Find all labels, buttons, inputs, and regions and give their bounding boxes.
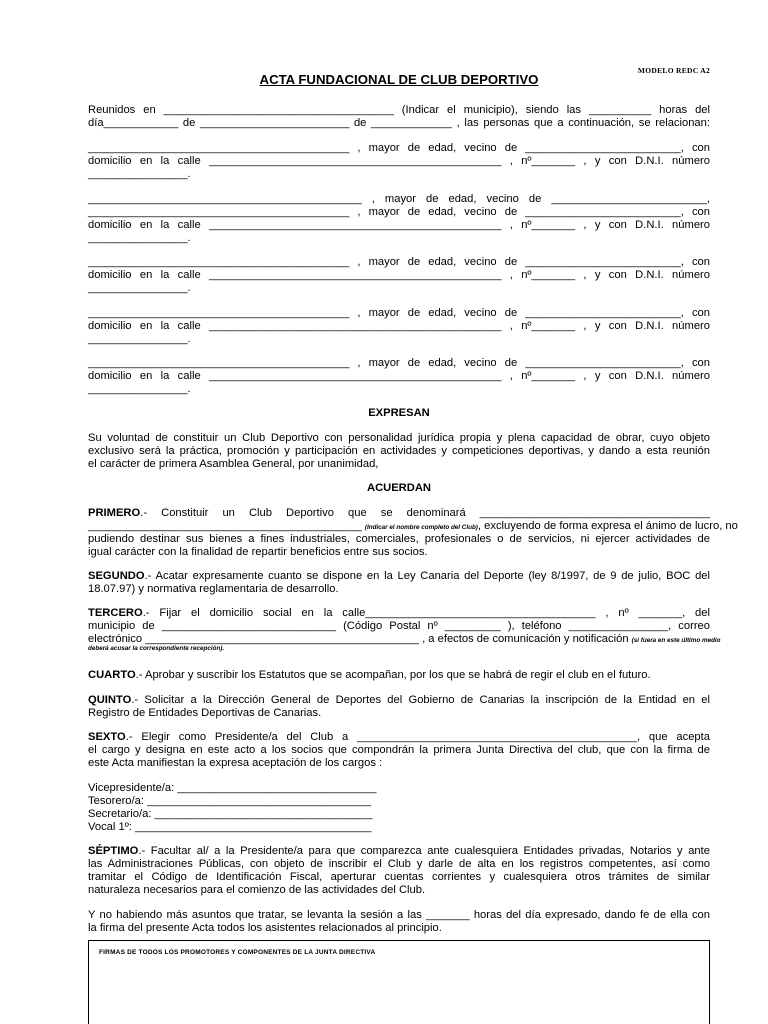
model-code: MODELO REDC A2 bbox=[637, 66, 710, 75]
person-line: domicilio en la calle _______________________________________________ , nº_______ , y con D.N.I. número bbox=[88, 370, 710, 382]
clause-line: pudiendo destinar sus bienes a fines industriales, comerciales, profesionales o de servicios, ni ejercer actividades de bbox=[88, 533, 710, 545]
person-line: __________________________________________ , mayor de edad, vecino de _________________________, con bbox=[88, 307, 710, 319]
clause-tercero bbox=[88, 607, 721, 652]
clause-line: 18.07.97) y normativa reglamentaria de desarrollo. bbox=[88, 583, 339, 595]
clause-label: QUINTO bbox=[88, 694, 132, 706]
email-note-cont: deberá acusar la correspondiente recepción). bbox=[88, 645, 225, 652]
closing-line: la firma del presente Acta todos los asistentes relacionados al principio. bbox=[88, 922, 442, 934]
clause-line bbox=[88, 845, 710, 858]
clause-text: .- Solicitar a la Dirección General de Deportes del Gobierno de Canarias la inscripción de la Entidad en el bbox=[131, 694, 710, 706]
clause-label: SEGUNDO bbox=[88, 570, 145, 582]
expresan-line: Su voluntad de constituir un Club Deportivo con personalidad jurídica propia y plena capacidad de obrar, cuyo objeto bbox=[88, 432, 710, 444]
intro-line-1: Reunidos en _____________________________________ (Indicar el municipio), siendo las __________ horas del bbox=[88, 104, 710, 116]
clause-line: Registro de Entidades Deportivas de Canarias. bbox=[88, 707, 322, 719]
clause-sexto bbox=[88, 731, 710, 770]
clause-text: , excluyendo de forma expresa el ánimo de lucro, no bbox=[477, 520, 738, 532]
position-vocal: Vocal 1º: ______________________________________ bbox=[88, 821, 372, 833]
clause-quinto bbox=[88, 694, 710, 720]
person-entry-3 bbox=[88, 256, 710, 295]
position-vicepresident: Vicepresidente/a: ________________________________ bbox=[88, 782, 377, 794]
signature-box[interactable] bbox=[88, 940, 710, 1024]
position-treasurer: Tesorero/a: ____________________________________ bbox=[88, 795, 372, 807]
clause-text: .- Elegir como Presidente/a del Club a _____________________________________________, que acepta bbox=[125, 731, 710, 743]
person-entry-5 bbox=[88, 357, 710, 396]
expresan-line: exclusivo será la práctica, promoción y participación en actividades y competiciones deportivas, y dando a esta reunión bbox=[88, 445, 710, 457]
expresan-line: el carácter de primera Asamblea General, por unanimidad, bbox=[88, 458, 379, 470]
clause-segundo bbox=[88, 570, 710, 596]
clause-text: .- Fijar el domicilio social en la calle_____________________________________ , nº _______, del bbox=[142, 607, 710, 619]
clause-line bbox=[88, 570, 710, 583]
clause-line: las Administraciones Públicas, con objeto de inscribir el Club y darle de alta en los registros competentes, así como bbox=[88, 858, 710, 870]
expresan-heading: EXPRESAN bbox=[368, 407, 430, 419]
intro-paragraph bbox=[88, 104, 710, 130]
person-line: ____________________________________________ , mayor de edad, vecino de _________________________, bbox=[88, 193, 710, 205]
clause-text: .- Constituir un Club Deportivo que se denominará _____________________________________ bbox=[140, 507, 710, 519]
email-note: (si fuera en este último medio bbox=[631, 637, 721, 644]
clause-label: SÉPTIMO bbox=[88, 845, 139, 857]
clause-septimo bbox=[88, 845, 710, 897]
person-entry-2 bbox=[88, 193, 710, 245]
position-secretary: Secretario/a: ___________________________________ bbox=[88, 808, 373, 820]
clause-text: .- Acatar expresamente cuanto se dispone en la Ley Canaria del Deporte (ley 8/1997, de 9 de julio, BOC del bbox=[144, 570, 710, 582]
expresan-paragraph bbox=[88, 432, 710, 471]
person-entry-4 bbox=[88, 307, 710, 346]
person-line: domicilio en la calle _______________________________________________ , nº_______ , y con D.N.I. número bbox=[88, 219, 710, 231]
clause-text: .- Facultar al/ a la Presidente/a para que comparezca ante cualesquiera Entidades privadas, Notarios y ante bbox=[138, 845, 710, 857]
clause-label: SEXTO bbox=[88, 731, 126, 743]
person-line: ________________. bbox=[88, 383, 191, 395]
clause-label: TERCERO bbox=[88, 607, 143, 619]
clause-line: este Acta manifiestan la expresa aceptación de los cargos : bbox=[88, 757, 383, 769]
person-line: __________________________________________ , mayor de edad, vecino de _________________________, con bbox=[88, 142, 710, 154]
clause-text: .- Aprobar y suscribir los Estatutos que se acompañan, por los que se habrá de regir el club en el futuro. bbox=[135, 669, 651, 681]
clause-line bbox=[88, 520, 738, 533]
club-name-note: (Indicar el nombre completo del Club) bbox=[364, 524, 478, 531]
clause-line: naturaleza necesarios para el comienzo de las actividades del Club. bbox=[88, 884, 426, 896]
clause-line bbox=[88, 669, 710, 682]
closing-paragraph bbox=[88, 909, 710, 935]
club-name-blank: ____________________________________________ bbox=[88, 520, 362, 532]
person-line: ________________. bbox=[88, 333, 191, 345]
clause-line bbox=[88, 731, 710, 744]
person-line: __________________________________________ , mayor de edad, vecino de _________________________, con bbox=[88, 357, 710, 369]
person-line: __________________________________________ , mayor de edad, vecino de _________________________, con bbox=[88, 206, 710, 218]
clause-text: electrónico ____________________________________________ , a efectos de comunicación y notificación bbox=[88, 633, 632, 645]
signature-box-label: FIRMAS DE TODOS LOS PROMOTORES Y COMPONENTES DE LA JUNTA DIRECTIVA bbox=[99, 949, 376, 956]
intro-line-2: día____________ de ________________________ de _____________ , las personas que a continuación, se relacionan: bbox=[88, 117, 710, 129]
board-positions bbox=[88, 782, 710, 834]
clause-label: PRIMERO bbox=[88, 507, 141, 519]
person-line: ________________. bbox=[88, 232, 191, 244]
document-title: ACTA FUNDACIONAL DE CLUB DEPORTIVO bbox=[259, 72, 539, 87]
clause-primero bbox=[88, 507, 738, 559]
clause-line: tramitar el Código de Identificación Fiscal, aperturar cuentas corrientes y cualesquiera otros trámites de similar bbox=[88, 871, 710, 883]
clause-cuarto bbox=[88, 669, 710, 682]
acuerdan-heading: ACUERDAN bbox=[366, 482, 432, 494]
person-line: domicilio en la calle _______________________________________________ , nº_______ , y con D.N.I. número bbox=[88, 320, 710, 332]
clause-line: el cargo y designa en este acto a los socios que compondrán la primera Junta Directiva del club, que con la firma de bbox=[88, 744, 710, 756]
person-line: ________________. bbox=[88, 282, 191, 294]
person-line: domicilio en la calle _______________________________________________ , nº_______ , y con D.N.I. número bbox=[88, 269, 710, 281]
clause-line bbox=[88, 607, 710, 620]
clause-line bbox=[88, 694, 710, 707]
person-line: ________________. bbox=[88, 168, 191, 180]
person-entry-1 bbox=[88, 142, 710, 181]
closing-line: Y no habiendo más asuntos que tratar, se levanta la sesión a las _______ horas del día expresado, dando fe de ella con bbox=[88, 909, 710, 921]
clause-line bbox=[88, 507, 710, 520]
clause-label: CUARTO bbox=[88, 669, 136, 681]
clause-line: igual carácter con la finalidad de repartir beneficios entre sus socios. bbox=[88, 546, 428, 558]
person-line: __________________________________________ , mayor de edad, vecino de _________________________, con bbox=[88, 256, 710, 268]
clause-line: municipio de ____________________________ (Código Postal nº _________ ), teléfono ________________, correo bbox=[88, 620, 710, 632]
person-line: domicilio en la calle _______________________________________________ , nº_______ , y con D.N.I. número bbox=[88, 155, 710, 167]
